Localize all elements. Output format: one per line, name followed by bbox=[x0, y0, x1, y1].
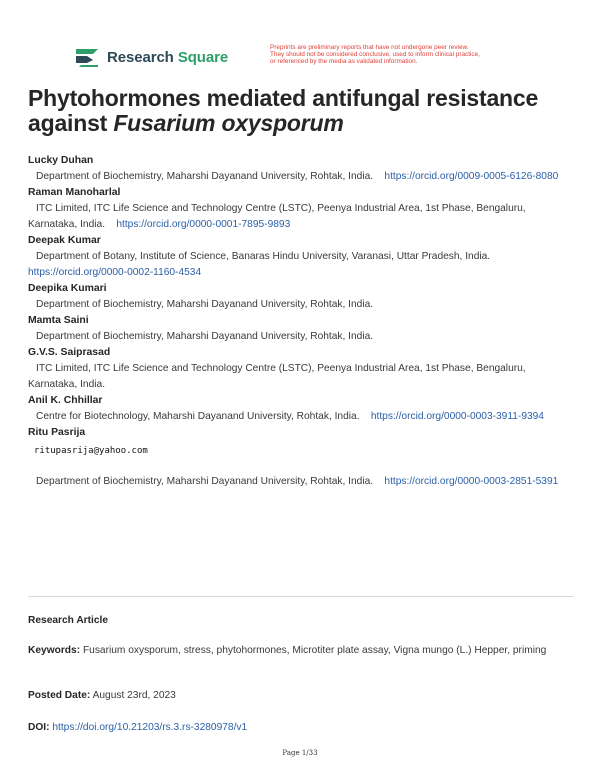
research-square-logo-icon bbox=[74, 46, 100, 68]
orcid-link[interactable]: https://orcid.org/0000-0003-2851-5391 bbox=[384, 476, 559, 487]
author-name: Raman Manoharlal bbox=[28, 187, 121, 198]
notice-line: They should not be considered conclusive, used to inform clinical practice, bbox=[270, 51, 480, 59]
orcid-link[interactable]: https://orcid.org/0000-0001-7895-9893 bbox=[116, 219, 291, 230]
author-affiliation: ITC Limited, ITC Life Science and Technology Centre (LSTC), Peenya Industrial Area, 1st Phase, Bengaluru, Karnataka, India. bbox=[28, 363, 526, 390]
author-name: Deepika Kumari bbox=[28, 283, 107, 294]
author-affiliation: ITC Limited, ITC Life Science and Technology Centre (LSTC), Peenya Industrial Area, 1st Phase, Bengaluru, Karnataka, India. https://orcid.org/0000-0001-7895-9893 bbox=[28, 203, 526, 230]
header bbox=[74, 44, 544, 74]
author-affiliation: Centre for Biotechnology, Maharshi Dayanand University, Rohtak, India. https://orcid.org/0000-0003-3911-9394 bbox=[36, 411, 544, 422]
author-affiliation: Department of Biochemistry, Maharshi Dayanand University, Rohtak, India. https://orcid.org/0009-0005-6126-8080 bbox=[36, 171, 559, 182]
author-block bbox=[28, 425, 576, 490]
keywords bbox=[28, 643, 576, 659]
notice-line: Preprints are preliminary reports that have not undergone peer review. bbox=[270, 44, 469, 51]
author-affiliation: Department of Botany, Institute of Science, Banaras Hindu University, Varanasi, Uttar Pradesh, India. https://orcid.org/0000-0002-1160-4534 bbox=[28, 251, 491, 278]
keywords-label: Keywords: bbox=[28, 645, 81, 656]
author-affiliation: Department of Biochemistry, Maharshi Dayanand University, Rohtak, India. bbox=[36, 331, 374, 342]
author-block bbox=[28, 185, 576, 233]
research-square-logo[interactable] bbox=[74, 46, 228, 68]
logo-text-research: Research bbox=[107, 48, 174, 66]
author-block bbox=[28, 313, 576, 345]
orcid-link[interactable]: https://orcid.org/0000-0003-3911-9394 bbox=[370, 411, 544, 422]
author-name: Anil K. Chhillar bbox=[28, 395, 103, 406]
orcid-link[interactable]: https://orcid.org/0000-0002-1160-4534 bbox=[28, 267, 202, 278]
posted-date-label: Posted Date: bbox=[28, 690, 91, 701]
posted-date-value: August 23rd, 2023 bbox=[92, 690, 176, 701]
doi bbox=[28, 720, 576, 736]
logo-text-square: Square bbox=[177, 48, 229, 66]
author-list bbox=[28, 153, 576, 490]
title-line-1: Phytohormones mediated antifungal resistance bbox=[28, 85, 539, 111]
doi-label: DOI: bbox=[28, 722, 50, 733]
author-name: Lucky Duhan bbox=[28, 155, 94, 166]
keywords-value: Fusarium oxysporum, stress, phytohormones, Microtiter plate assay, Vigna mungo (L.) Hepper, priming bbox=[82, 645, 547, 656]
notice-line: or referenced by the media as validated information. bbox=[270, 58, 418, 66]
author-name: Deepak Kumar bbox=[28, 235, 101, 246]
author-block bbox=[28, 281, 576, 313]
logo-text bbox=[107, 49, 228, 66]
orcid-link[interactable]: https://orcid.org/0009-0005-6126-8080 bbox=[384, 171, 559, 182]
preprint-notice bbox=[270, 44, 540, 66]
author-email[interactable]: ritupasrija@yahoo.com bbox=[34, 446, 148, 456]
page-number: Page 1/33 bbox=[282, 749, 318, 757]
author-block bbox=[28, 345, 576, 393]
paper-title bbox=[28, 86, 573, 136]
posted-date bbox=[28, 688, 576, 704]
doi-link[interactable]: https://doi.org/10.21203/rs.3.rs-3280978/v1 bbox=[52, 722, 248, 733]
article-type: Research Article bbox=[28, 615, 109, 626]
title-line-2-prefix: against bbox=[28, 110, 114, 136]
author-name: Mamta Saini bbox=[28, 315, 89, 326]
author-block bbox=[28, 233, 576, 281]
author-block bbox=[28, 393, 576, 425]
author-affiliation: Department of Biochemistry, Maharshi Dayanand University, Rohtak, India. bbox=[36, 299, 374, 310]
author-name: G.V.S. Saiprasad bbox=[28, 347, 111, 358]
title-species: Fusarium oxysporum bbox=[113, 110, 344, 136]
author-affiliation: Department of Biochemistry, Maharshi Dayanand University, Rohtak, India. https://orcid.org/0000-0003-2851-5391 bbox=[36, 476, 559, 487]
author-name: Ritu Pasrija bbox=[28, 427, 86, 438]
divider bbox=[28, 596, 574, 597]
author-block bbox=[28, 153, 576, 185]
